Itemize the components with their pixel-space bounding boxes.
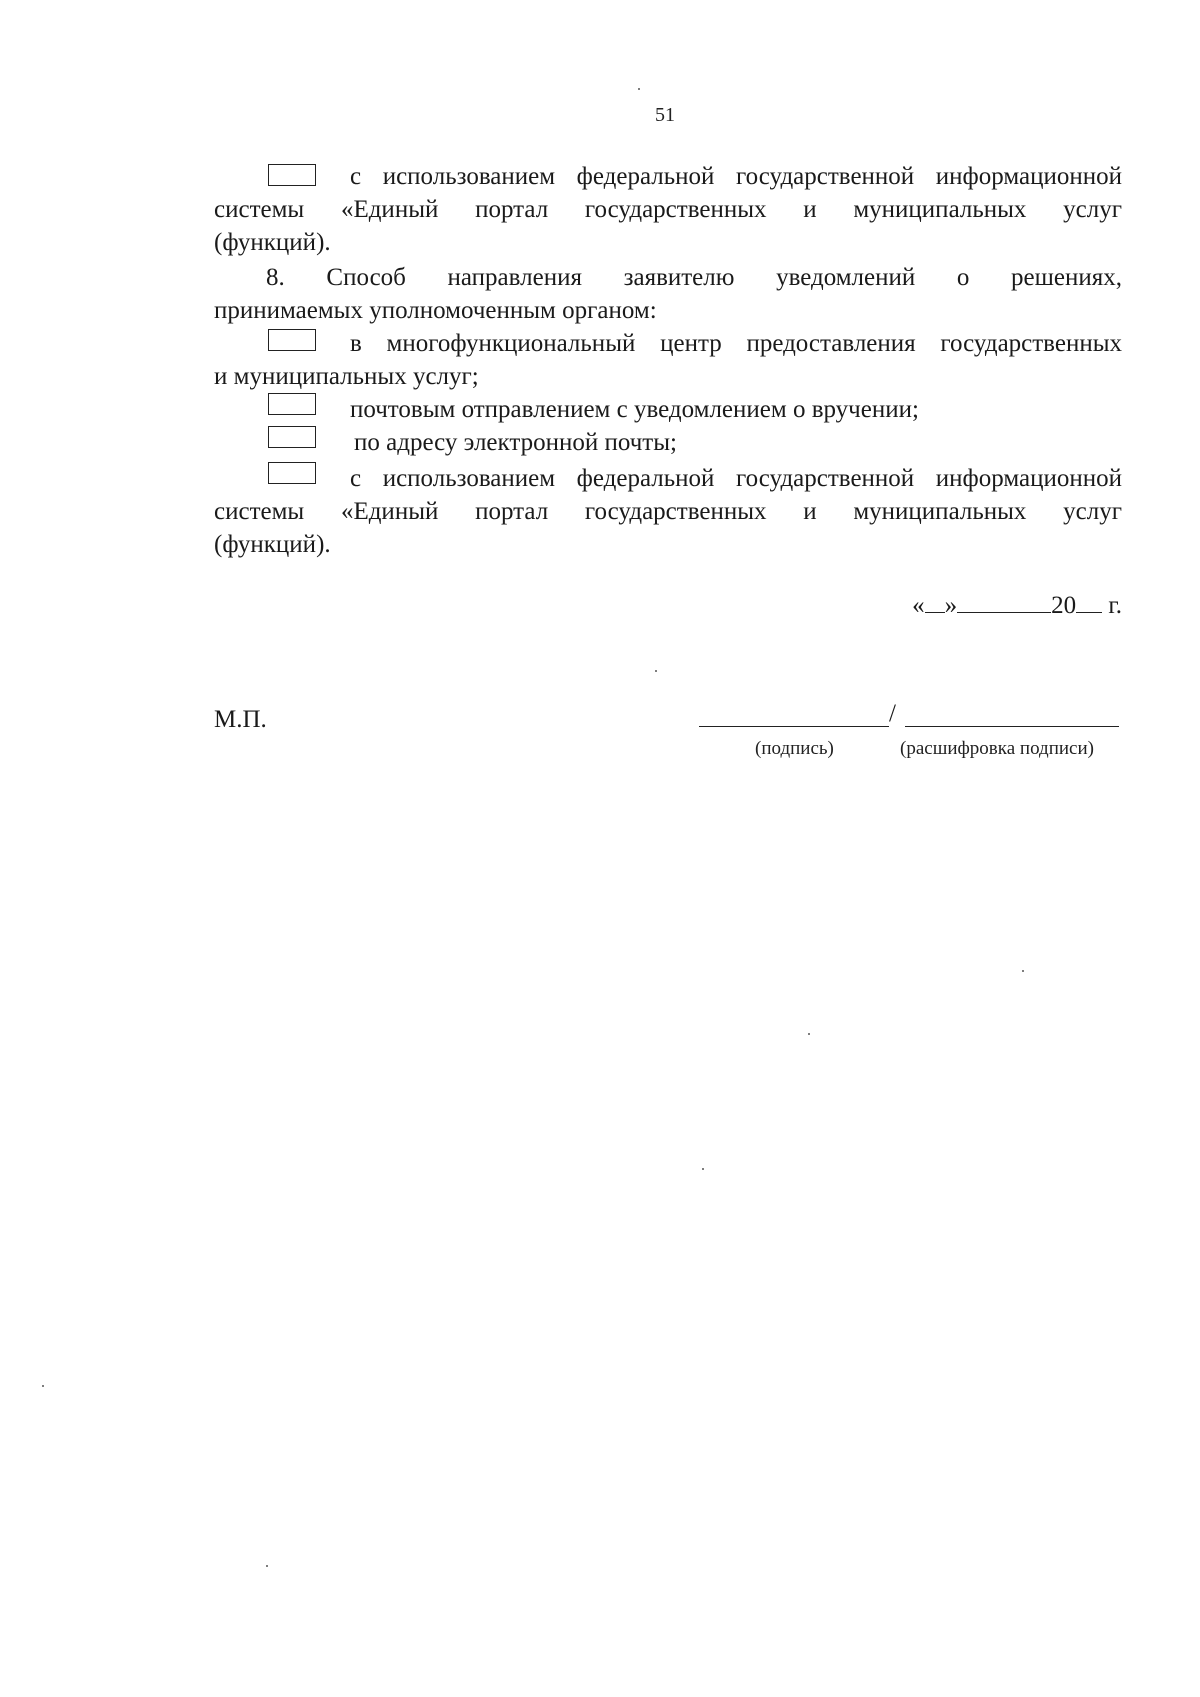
signature-blank[interactable] [699,726,889,727]
section-8-heading-cont: принимаемых уполномоченным органом: [214,297,657,324]
scan-speck [42,1385,44,1387]
scan-speck [266,1565,268,1567]
option-text-line: в многофункциональный центр предоставления государственных [350,330,1122,357]
signature-slash: / [889,700,896,727]
option-text-line: (функций). [214,229,331,256]
option-text-line: и муниципальных услуг; [214,363,479,390]
option-text-line: системы «Единый портал государственных и муниципальных услуг [214,498,1122,525]
option-text-line: системы «Единый портал государственных и муниципальных услуг [214,196,1122,223]
caption-signature-decode: (расшифровка подписи) [900,738,1094,759]
option-text-line: почтовым отправлением с уведомлением о вручении; [350,396,919,423]
day-blank[interactable] [925,590,945,613]
scan-speck [702,1168,704,1170]
scan-speck [638,88,640,90]
scan-speck [1022,970,1024,972]
stamp-label: М.П. [214,706,267,733]
scan-speck [655,670,657,672]
date-line [912,590,1122,620]
signature-decode-blank[interactable] [905,726,1119,727]
option-text-line: по адресу электронной почты; [354,429,677,456]
checkbox-mfc[interactable] [268,329,316,351]
page-number: 51 [655,104,675,126]
checkbox-portal-previous[interactable] [268,164,316,186]
signature-line [699,700,1119,728]
year-prefix: 20 [1051,592,1077,619]
section-8-heading: 8. Способ направления заявителю уведомлений о решениях, [266,264,1122,291]
year-blank[interactable] [1076,590,1102,613]
checkbox-post[interactable] [268,393,316,415]
month-blank[interactable] [957,590,1051,613]
option-text-line: (функций). [214,531,331,558]
year-suffix: г. [1108,592,1122,619]
checkbox-portal[interactable] [268,462,316,484]
scan-speck [808,1033,810,1035]
option-text-line: с использованием федеральной государственной информационной [350,163,1122,190]
option-text-line: с использованием федеральной государственной информационной [350,465,1122,492]
checkbox-email[interactable] [268,426,316,448]
caption-signature: (подпись) [755,738,834,759]
date-open-quote: « [912,592,925,619]
date-close-quote: » [944,592,958,619]
